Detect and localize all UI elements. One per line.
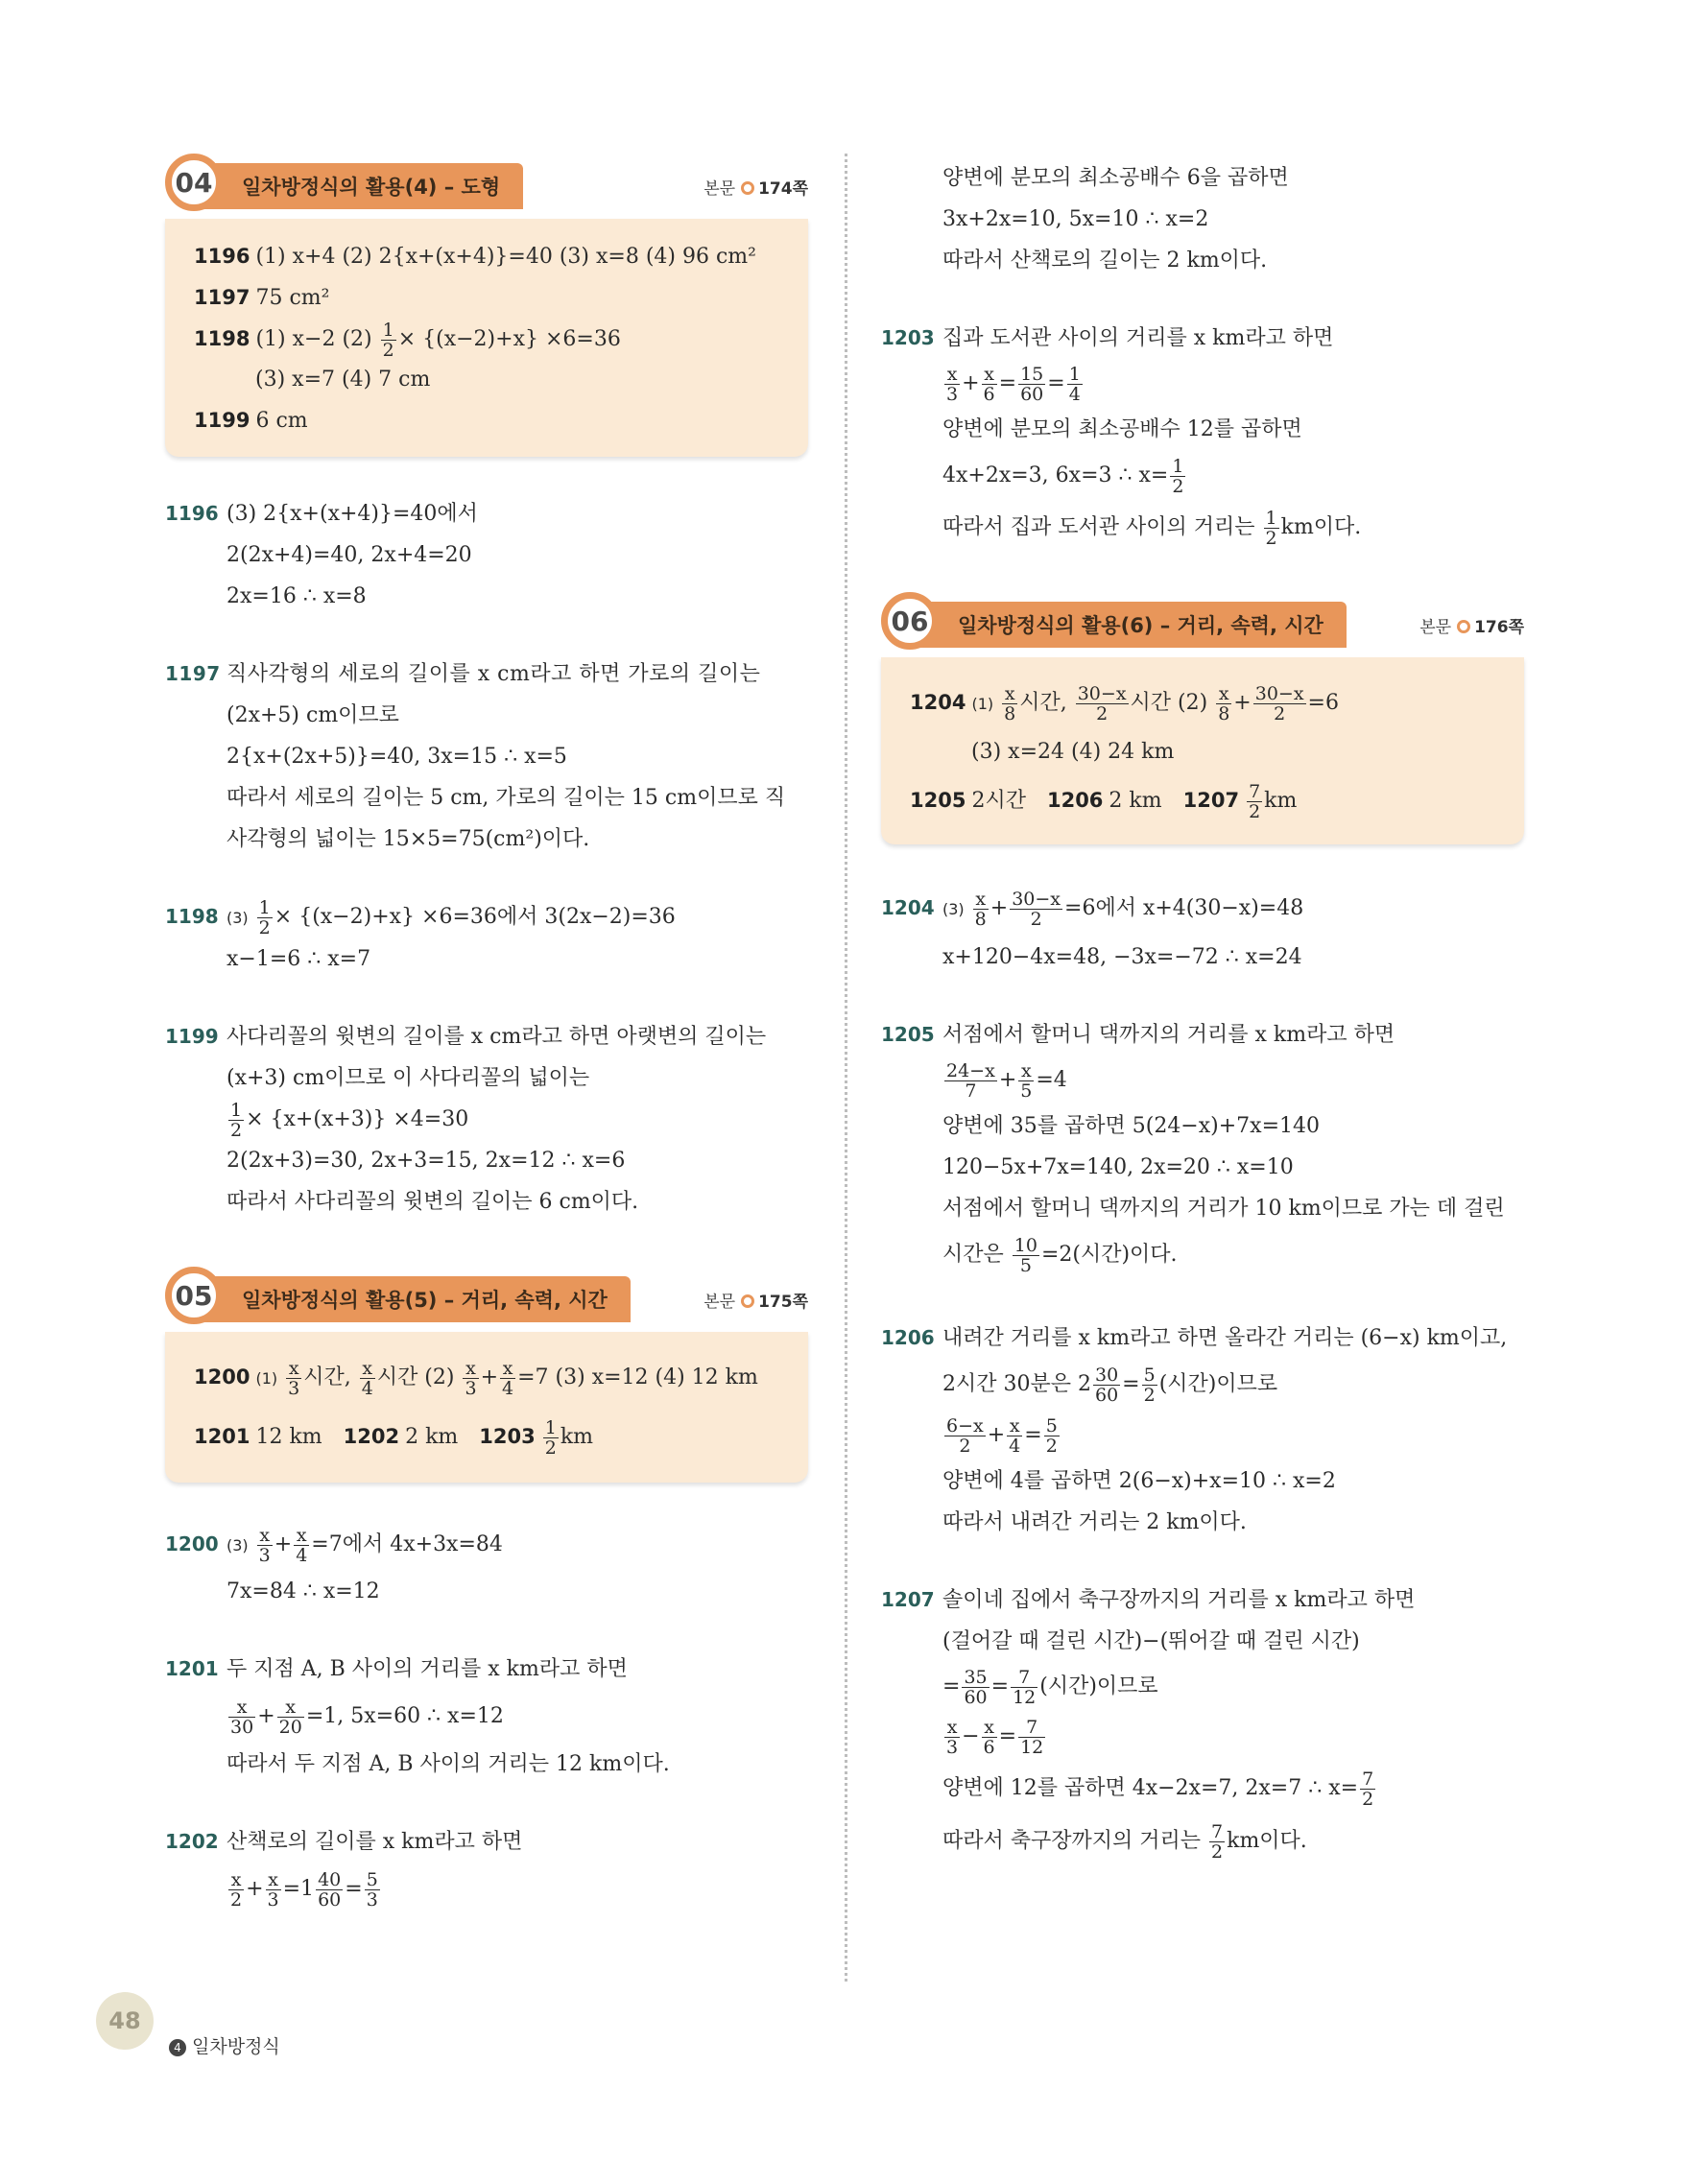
left-column	[165, 154, 808, 1916]
answer-box-05: 1200 (1) $\frac{x}{3}$ 시간, $\frac{x}{4}$ 시간 (2) $\frac{x}{3}$ + $\frac{x}{4}$ =7 (3) x=12 (4) 12 km 1201 12 km 1202 2 km 1203 $\frac{1}{2}$ km	[165, 1332, 808, 1483]
arrow-circle-icon	[1457, 620, 1470, 633]
section-04-header	[165, 154, 808, 221]
section-number: 04	[165, 154, 223, 211]
solution-1196: 1196 (3) 2{x+(x+4)}=40에서 2(2x+4)=40, 2x+4=20 2x=16 ∴ x=8	[165, 502, 478, 608]
solution-1204: 1204 (3) $\frac{x}{8}$ + $\frac{30-x}{2}$ =6에서 x+4(30−x)=48 x+120−4x=48, −3x=−72 ∴ x=24	[881, 888, 1304, 969]
solution-1200: 1200 (3) $\frac{x}{3}$ + $\frac{x}{4}$ =7에서 4x+3x=84 7x=84 ∴ x=12	[165, 1524, 503, 1603]
solution-1205: 1205 서점에서 할머니 댁까지의 거리를 x km라고 하면 $\frac{24-x}{7}$ + $\frac{x}{5}$ =4 양변에 35를 곱하면 5(24−x)+7x=140 120−5x+7x=140, 2x=20 ∴ x=10 서점에서 할머니 댁까지의 거리가 10 km이므로 가는 데 걸린 시간은 $\frac{10}{5}$ =2(시간)이다.	[881, 1023, 1505, 1276]
section-06-header: 06 일차방정식의 활용(6) – 거리, 속력, 시간 본문 176쪽	[881, 592, 1524, 659]
solution-1199: 1199 사다리꼴의 윗변의 길이를 x cm라고 하면 아랫변의 길이는 (x+3) cm이므로 이 사다리꼴의 넓이는 $\frac{1}{2}$ × {x+(x+3)} ×4=30 2(2x+3)=30, 2x+3=15, 2x=12 ∴ x=6 따라서 사다리꼴의 윗변의 길이는 6 cm이다.	[165, 1025, 767, 1214]
solution-1197: 1197 직사각형의 세로의 길이를 x cm라고 하면 가로의 길이는 (2x+5) cm이므로 2{x+(2x+5)}=40, 3x=15 ∴ x=5 따라서 세로의 길이는 5 cm, 가로의 길이는 15 cm이므로 직 사각형의 넓이는 15×5=75(cm²)이다.	[165, 662, 786, 851]
column-divider	[845, 154, 847, 1982]
section-05-header: 05 일차방정식의 활용(5) – 거리, 속력, 시간 본문 175쪽	[165, 1267, 808, 1334]
textbook-reference: 본문 176쪽	[1419, 618, 1524, 637]
chapter-title: 일차방정식	[192, 2036, 280, 2057]
arrow-circle-icon	[741, 181, 754, 195]
solution-1198: 1198 (3) $\frac{1}{2}$ × {(x−2)+x} ×6=36에서 3(2x−2)=36 x−1=6 ∴ x=7	[165, 896, 676, 971]
right-column	[881, 154, 1524, 1867]
solution-1202: 1202 산책로의 길이를 x km라고 하면 $\frac{x}{2}$ + $\frac{x}{3}$ =1 $\frac{40}{60}$ = $\frac{5}{3}$	[165, 1830, 523, 1911]
solution-1207: 1207 솔이네 집에서 축구장까지의 거리를 x km라고 하면 (걸어갈 때 걸린 시간)−(뛰어갈 때 걸린 시간) = $\frac{35}{60}$ = $\frac{7}{12}$ (시간)이므로 $\frac{x}{3}$ − $\frac{x}{6}$ = $\frac{7}{12}$ 양변에 12를 곱하면 4x−2x=7, 2x=7 ∴ x= $\frac{7}{2}$ 따라서 축구장까지의 거리는 $\frac{7}{2}$ km이다.	[881, 1588, 1416, 1863]
solution-1202-continued: 양변에 분모의 최소공배수 6을 곱하면 3x+2x=10, 5x=10 ∴ x=2 따라서 산책로의 길이는 2 km이다.	[942, 166, 1289, 273]
solution-1206: 1206 내려간 거리를 x km라고 하면 올라간 거리는 (6−x) km이고, 2시간 30분은 2 $\frac{30}{60}$ = $\frac{5}{2}$ (시간)이므로 $\frac{6-x}{2}$ + $\frac{x}{4}$ = $\frac{5}{2}$ 양변에 4를 곱하면 2(6−x)+x=10 ∴ x=2 따라서 내려간 거리는 2 km이다.	[881, 1326, 1508, 1534]
arrow-circle-icon	[741, 1294, 754, 1308]
chapter-footer	[169, 2032, 280, 2058]
fraction: $\frac{1}{2}$	[382, 319, 394, 361]
section-title: 일차방정식의 활용(4) – 도형	[242, 176, 501, 199]
answer-box-06: 1204 (1) $\frac{x}{8}$ 시간, $\frac{30-x}{2}$ 시간 (2) $\frac{x}{8}$ + $\frac{30-x}{2}$ =6 (3) x=24 (4) 24 km 1205 2시간 1206 2 km 1207 $\frac{7}{2}$ km	[881, 657, 1524, 844]
textbook-reference: 본문 175쪽	[703, 1293, 808, 1312]
answer-box-04: 1196 (1) x+4 (2) 2{x+(x+4)}=40 (3) x=8 (4) 96 cm² 1197 75 cm² 1198 (1) x−2 (2) $\frac{1}{2}$ × {(x−2)+x} ×6=36 (3) x=7 (4) 7 cm 1199 6 cm	[165, 219, 808, 457]
chapter-number-badge: 4	[169, 2039, 186, 2056]
solution-1203: 1203 집과 도서관 사이의 거리를 x km라고 하면 $\frac{x}{3}$ + $\frac{x}{6}$ = $\frac{15}{60}$ = $\frac{1}{4}$ 양변에 분모의 최소공배수 12를 곱하면 4x+2x=3, 6x=3 ∴ x= $\frac{1}{2}$ 따라서 집과 도서관 사이의 거리는 $\frac{1}{2}$ km이다.	[881, 326, 1362, 549]
solution-1201: 1201 두 지점 A, B 사이의 거리를 x km라고 하면 $\frac{x}{30}$ + $\frac{x}{20}$ =1, 5x=60 ∴ x=12 따라서 두 지점 A, B 사이의 거리는 12 km이다.	[165, 1657, 670, 1776]
textbook-reference: 본문 174쪽	[703, 179, 808, 199]
page-number: 48	[96, 1992, 154, 2050]
